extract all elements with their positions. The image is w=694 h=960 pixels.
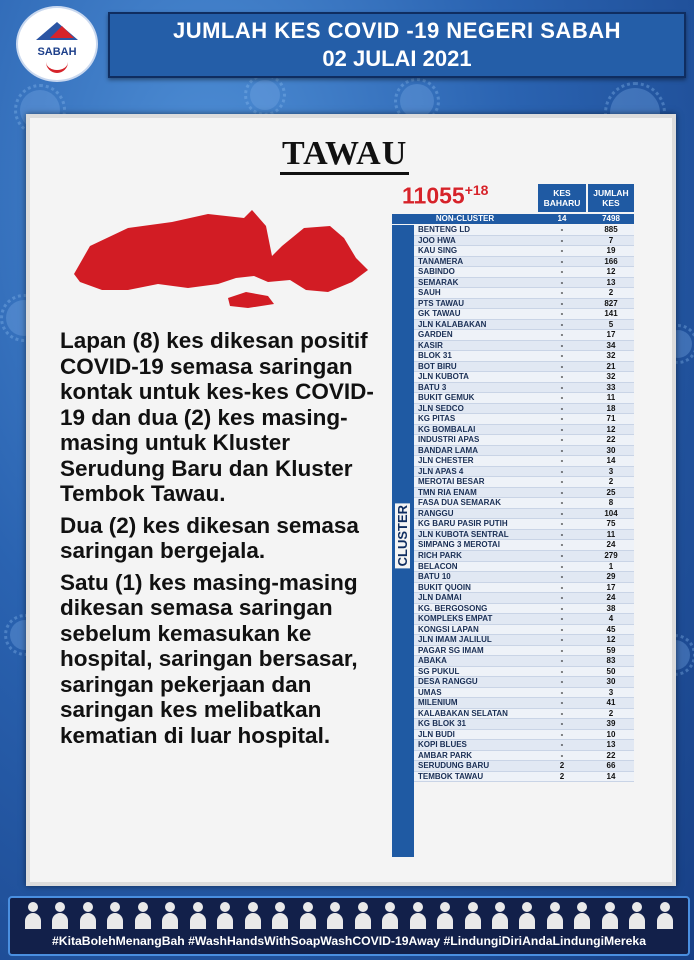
cluster-total-cases: 14 (606, 456, 616, 466)
frontliner-icon (134, 900, 152, 930)
cluster-total-cases: 17 (606, 582, 616, 592)
district-panel (26, 114, 676, 886)
cluster-total-cases: 104 (604, 508, 618, 518)
table-row (414, 435, 634, 446)
table-row (414, 519, 634, 530)
frontliner-icon (189, 900, 207, 930)
frontliner-icon (216, 900, 234, 930)
table-row (414, 246, 634, 257)
cluster-name: SAUH (418, 288, 441, 298)
cluster-new-cases: - (560, 603, 564, 613)
cluster-total-cases: 18 (606, 403, 616, 413)
cluster-name: KG PITAS (418, 414, 456, 424)
table-row (414, 583, 634, 594)
table-row (414, 614, 634, 625)
table-row (414, 341, 634, 352)
cluster-name: KG BARU PASIR PUTIH (418, 519, 508, 529)
cluster-name: TMN RIA ENAM (418, 487, 477, 497)
table-row (414, 593, 634, 604)
table-row (414, 572, 634, 583)
cluster-new-cases: - (560, 330, 564, 340)
table-row (414, 540, 634, 551)
cluster-new-cases: - (560, 614, 564, 624)
cluster-total-cases: 29 (606, 572, 616, 582)
table-row (414, 751, 634, 762)
table-row (414, 236, 634, 247)
cluster-name: FASA DUA SEMARAK (418, 498, 501, 508)
cluster-new-cases: - (560, 414, 564, 424)
cluster-new-cases: - (560, 445, 564, 455)
cluster-new-cases: - (560, 340, 564, 350)
cluster-total-cases: 19 (606, 246, 616, 256)
cluster-new-cases: - (560, 561, 564, 571)
table-row (414, 299, 634, 310)
frontliner-icon (628, 900, 646, 930)
cluster-name: BATU 3 (418, 382, 447, 392)
frontliner-icon (24, 900, 42, 930)
cluster-name: DESA RANGGU (418, 677, 478, 687)
total-cases (402, 182, 488, 210)
cluster-name: TANAMERA (418, 256, 464, 266)
column-header-total-cases: JUMLAH KES (588, 184, 634, 212)
cluster-total-cases: 14 (606, 771, 616, 781)
column-header-new-cases: KES BAHARU (538, 184, 586, 212)
cluster-total-cases: 2 (608, 708, 614, 718)
cluster-new-cases: - (560, 719, 564, 729)
cluster-new-cases: - (560, 235, 564, 245)
cluster-total-cases: 21 (606, 361, 616, 371)
cluster-name: JLN KUBOTA (418, 372, 469, 382)
cluster-total-cases: 17 (606, 330, 616, 340)
cluster-label-wrap (392, 225, 414, 857)
cluster-label: CLUSTER (395, 505, 410, 567)
cluster-total-cases: 12 (606, 267, 616, 277)
table-row (414, 477, 634, 488)
table-row (414, 456, 634, 467)
cluster-new-cases: - (560, 424, 564, 434)
frontliner-icon (326, 900, 344, 930)
frontliner-icon (656, 900, 674, 930)
table-row (414, 414, 634, 425)
cluster-new-cases: - (560, 656, 564, 666)
table-row (414, 730, 634, 741)
cluster-new-cases: - (560, 372, 564, 382)
cluster-total-cases: 22 (606, 750, 616, 760)
cluster-total-cases: 885 (604, 225, 618, 234)
cluster-total-cases: 1 (608, 561, 614, 571)
cluster-total-cases: 71 (606, 414, 616, 424)
table-row (414, 604, 634, 615)
frontliner-icon (79, 900, 97, 930)
non-cluster-total: 7498 (602, 214, 620, 223)
cluster-new-cases: 2 (559, 761, 565, 771)
report-date: 02 JULAI 2021 (322, 46, 472, 71)
cluster-total-cases: 24 (606, 593, 616, 603)
cluster-name: SERUDUNG BARU (418, 761, 490, 771)
cluster-total-cases: 5 (608, 319, 614, 329)
cluster-name: BATU 10 (418, 572, 451, 582)
cluster-total-cases: 33 (606, 382, 616, 392)
cluster-total-cases: 30 (606, 445, 616, 455)
cluster-total-cases: 32 (606, 351, 616, 361)
table-row (414, 362, 634, 373)
page-title: JUMLAH KES COVID -19 NEGERI SABAH (172, 18, 621, 43)
cluster-total-cases: 22 (606, 435, 616, 445)
cluster-name: SEMARAK (418, 277, 459, 287)
cluster-name: GK TAWAU (418, 309, 461, 319)
table-row (414, 562, 634, 573)
background-virus-icon (250, 80, 280, 110)
cluster-name: JLN BUDI (418, 729, 455, 739)
frontliner-icon (464, 900, 482, 930)
table-row (414, 646, 634, 657)
cluster-name: INDUSTRI APAS (418, 435, 480, 445)
table-row (414, 551, 634, 562)
cluster-total-cases: 25 (606, 487, 616, 497)
sabah-logo (16, 6, 98, 82)
cluster-new-cases: - (560, 246, 564, 256)
cluster-name: PTS TAWAU (418, 298, 465, 308)
table-row (414, 309, 634, 320)
cluster-new-cases: - (560, 750, 564, 760)
frontliner-icon (436, 900, 454, 930)
cluster-name: KOPI BLUES (418, 740, 467, 750)
district-title: TAWAU (280, 136, 409, 175)
cluster-new-cases: - (560, 645, 564, 655)
cluster-new-cases: - (560, 508, 564, 518)
cluster-total-cases: 39 (606, 719, 616, 729)
frontliner-icon (299, 900, 317, 930)
table-row (414, 393, 634, 404)
table-row (414, 688, 634, 699)
cluster-new-cases: - (560, 298, 564, 308)
cluster-new-cases: - (560, 309, 564, 319)
table-row (414, 509, 634, 520)
cluster-total-cases: 24 (606, 540, 616, 550)
frontliner-icon (106, 900, 124, 930)
table-row (414, 330, 634, 341)
frontliner-icon (354, 900, 372, 930)
cluster-total-cases: 12 (606, 635, 616, 645)
cluster-new-cases: - (560, 487, 564, 497)
cluster-total-cases: 66 (606, 761, 616, 771)
footer-hashtags: #KitaBolehMenangBah #WashHandsWithSoapWashCOVID-19Away #LindungiDiriAndaLindungiMereka (52, 934, 646, 948)
cluster-name: KG. BERGOSONG (418, 603, 488, 613)
cluster-total-cases: 279 (604, 550, 618, 560)
table-row (414, 677, 634, 688)
footer-banner (8, 896, 690, 956)
non-cluster-new: 14 (557, 214, 567, 223)
cluster-new-cases: - (560, 351, 564, 361)
frontliner-figures (24, 900, 674, 932)
cluster-new-cases: - (560, 529, 564, 539)
table-row (414, 625, 634, 636)
table-row (414, 288, 634, 299)
frontliner-icon (381, 900, 399, 930)
cluster-new-cases: - (560, 267, 564, 277)
cluster-new-cases: - (560, 708, 564, 718)
cluster-new-cases: - (560, 456, 564, 466)
tawau-map-icon (68, 192, 368, 312)
table-row (414, 446, 634, 457)
table-row (414, 667, 634, 678)
cluster-new-cases: - (560, 666, 564, 676)
table-row (414, 225, 634, 236)
cluster-name: KOMPLEKS EMPAT (418, 614, 493, 624)
cluster-total-cases: 827 (604, 298, 618, 308)
cluster-total-cases: 34 (606, 340, 616, 350)
frontliner-icon (244, 900, 262, 930)
cluster-name: KASIR (418, 340, 443, 350)
cluster-new-cases: - (560, 624, 564, 634)
cluster-name: JOO HWA (418, 235, 456, 245)
cluster-total-cases: 7 (608, 235, 614, 245)
cluster-new-cases: - (560, 677, 564, 687)
cluster-name: BUKIT GEMUK (418, 393, 475, 403)
cluster-total-cases: 12 (606, 424, 616, 434)
table-row (414, 498, 634, 509)
cluster-new-cases: - (560, 572, 564, 582)
cluster-new-cases: - (560, 687, 564, 697)
cluster-name: MILENIUM (418, 698, 458, 708)
cluster-name: MEROTAI BESAR (418, 477, 485, 487)
table-row (414, 635, 634, 646)
frontliner-icon (546, 900, 564, 930)
cluster-new-cases: - (560, 256, 564, 266)
frontliner-icon (409, 900, 427, 930)
table-row (414, 425, 634, 436)
cluster-total-cases: 83 (606, 656, 616, 666)
cluster-total-cases: 2 (608, 288, 614, 298)
cluster-total-cases: 3 (608, 466, 614, 476)
cluster-new-cases: 2 (559, 771, 565, 781)
cluster-total-cases: 11 (606, 393, 616, 403)
cluster-new-cases: - (560, 277, 564, 287)
table-row (414, 320, 634, 331)
frontliner-icon (271, 900, 289, 930)
cluster-name: JLN IMAM JALILUL (418, 635, 492, 645)
cluster-total-cases: 30 (606, 677, 616, 687)
table-row (414, 709, 634, 720)
frontliner-icon (51, 900, 69, 930)
table-row (414, 404, 634, 415)
cluster-name: ABAKA (418, 656, 447, 666)
non-cluster-label: NON-CLUSTER (435, 214, 495, 223)
cluster-name: BANDAR LAMA (418, 445, 478, 455)
cluster-name: BUKIT QUOIN (418, 582, 471, 592)
cluster-name: PAGAR SG IMAM (418, 645, 484, 655)
cluster-total-cases: 2 (608, 477, 614, 487)
table-row (414, 772, 634, 783)
total-cases-value: 11055 (402, 182, 465, 209)
cluster-name: KALABAKAN SELATAN (418, 708, 508, 718)
cluster-new-cases: - (560, 319, 564, 329)
cluster-name: BLOK 31 (418, 351, 452, 361)
cluster-rows (392, 225, 634, 782)
frontliner-icon (491, 900, 509, 930)
cluster-name: AMBAR PARK (418, 750, 473, 760)
cluster-name: SG PUKUL (418, 666, 460, 676)
cluster-total-cases: 8 (608, 498, 614, 508)
cluster-name: JLN APAS 4 (418, 466, 464, 476)
table-row (414, 488, 634, 499)
cluster-total-cases: 38 (606, 603, 616, 613)
description-paragraph: Dua (2) kes dikesan semasa saringan bergejala. (60, 512, 359, 563)
cluster-name: KAU SING (418, 246, 458, 256)
cluster-total-cases: 41 (606, 698, 616, 708)
table-row (414, 257, 634, 268)
cluster-new-cases: - (560, 435, 564, 445)
table-row (414, 278, 634, 289)
cluster-name: SABINDO (418, 267, 455, 277)
page-header (108, 12, 686, 78)
cluster-name: KG BLOK 31 (418, 719, 467, 729)
cluster-total-cases: 59 (606, 645, 616, 655)
description-paragraph: Satu (1) kes masing-masing dikesan semasa saringan sebelum kemasukan ke hospital, saringan bersasar, saringan pekerjaan dan saringan kes melibatkan kematian di luar hospital. (60, 569, 358, 748)
cluster-total-cases: 75 (606, 519, 616, 529)
cluster-name: KG BOMBALAI (418, 424, 476, 434)
cluster-new-cases: - (560, 498, 564, 508)
logo-text: SABAH (37, 46, 77, 58)
cluster-new-cases: - (560, 361, 564, 371)
cluster-new-cases: - (560, 540, 564, 550)
cluster-name: GARDEN (418, 330, 453, 340)
table-row (414, 372, 634, 383)
cluster-new-cases: - (560, 403, 564, 413)
description-paragraph: Lapan (8) kes dikesan positif COVID-19 semasa saringan kontak untuk kes-kes COVID-19 dan dua (2) kes masing-masing untuk Kluster Serudung Baru dan Kluster Tembok Tawau. (60, 328, 374, 506)
table-row (414, 383, 634, 394)
cluster-total-cases: 11 (606, 529, 616, 539)
frontliner-icon (601, 900, 619, 930)
table-row (414, 530, 634, 541)
cluster-name: RICH PARK (418, 550, 462, 560)
cluster-new-cases: - (560, 225, 564, 234)
cluster-total-cases: 50 (606, 666, 616, 676)
cluster-new-cases: - (560, 698, 564, 708)
table-row (414, 761, 634, 772)
cluster-new-cases: - (560, 593, 564, 603)
table-row (414, 267, 634, 278)
cluster-new-cases: - (560, 582, 564, 592)
cluster-new-cases: - (560, 382, 564, 392)
cluster-new-cases: - (560, 466, 564, 476)
cluster-name: JLN KALABAKAN (418, 319, 487, 329)
cluster-new-cases: - (560, 519, 564, 529)
cluster-new-cases: - (560, 740, 564, 750)
table-row (414, 698, 634, 709)
cluster-new-cases: - (560, 729, 564, 739)
background-virus-icon (400, 84, 434, 118)
cluster-total-cases: 4 (608, 614, 614, 624)
cluster-new-cases: - (560, 393, 564, 403)
cluster-name: TEMBOK TAWAU (418, 771, 484, 781)
cluster-name: UMAS (418, 687, 442, 697)
frontliner-icon (161, 900, 179, 930)
table-row (414, 719, 634, 730)
cluster-new-cases: - (560, 635, 564, 645)
table-row (414, 467, 634, 478)
frontliner-icon (518, 900, 536, 930)
cluster-name: JLN KUBOTA SENTRAL (418, 529, 509, 539)
cluster-name: BENTENG LD (418, 225, 470, 234)
table-row (414, 351, 634, 362)
cluster-total-cases: 166 (604, 256, 618, 266)
cluster-new-cases: - (560, 288, 564, 298)
total-cases-increase: +18 (464, 182, 489, 198)
frontliner-icon (573, 900, 591, 930)
cluster-name: RANGGU (418, 508, 454, 518)
cluster-total-cases: 13 (606, 277, 616, 287)
cluster-name: BOT BIRU (418, 361, 457, 371)
cluster-total-cases: 32 (606, 372, 616, 382)
table-row (414, 656, 634, 667)
cluster-name: JLN CHESTER (418, 456, 474, 466)
cluster-name: BELACON (418, 561, 458, 571)
non-cluster-row (392, 214, 634, 224)
cluster-total-cases: 13 (606, 740, 616, 750)
cluster-name: JLN DAMAI (418, 593, 462, 603)
description (60, 328, 380, 754)
cluster-new-cases: - (560, 550, 564, 560)
cluster-total-cases: 141 (604, 309, 618, 319)
cluster-name: JLN SEDCO (418, 403, 464, 413)
cluster-new-cases: - (560, 477, 564, 487)
cluster-total-cases: 45 (606, 624, 616, 634)
table-row (414, 740, 634, 751)
cluster-total-cases: 10 (606, 729, 616, 739)
cluster-total-cases: 3 (608, 687, 614, 697)
cluster-name: SIMPANG 3 MEROTAI (418, 540, 500, 550)
cluster-name: KONGSI LAPAN (418, 624, 479, 634)
